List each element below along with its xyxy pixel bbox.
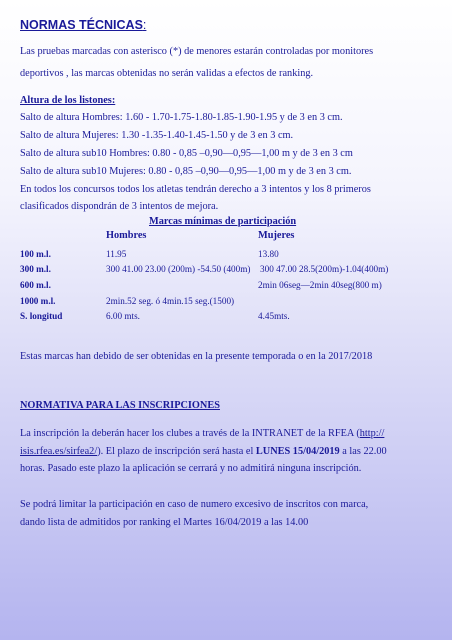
season-note: Estas marcas han debido de ser obtenidas en la presente temporada o en la 2017/2018 [20, 351, 373, 362]
marks-men-value: 11.95 [106, 249, 127, 259]
height-line-4: Salto de altura sub10 Mujeres: 0.80 - 0,85 –0,90—0,95—1,00 m y de 3 en 3 cm. [20, 166, 352, 177]
marks-title: Marcas mínimas de participación [149, 216, 297, 227]
marks-women-value: 13.80 [258, 249, 279, 259]
limit-line-1: Se podrá limitar la participación en caso de numero excesivo de inscritos con marca, [20, 499, 369, 510]
intranet-link-part-1[interactable]: http:// [359, 428, 385, 439]
registration-line-3: horas. Pasado este plazo la aplicación se cerrará y no admitirá ninguna inscripción. [20, 463, 362, 474]
registration-line-1: La inscripción la deberán hacer los clubes a través de la INTRANET de la RFEA (http:// [20, 428, 385, 439]
intro-line-1: Las pruebas marcadas con asterisco (*) de menores estarán controladas por monitores [20, 46, 374, 57]
technical-rules-heading: NORMAS TÉCNICAS: [20, 18, 147, 32]
marks-men-value: 6.00 mts. [106, 311, 140, 321]
marks-event: S. longitud [20, 311, 63, 321]
marks-col-women: Mujeres [258, 230, 295, 241]
marks-event: 600 m.l. [20, 280, 51, 290]
contests-line-1: En todos los concursos todos los atletas tendrán derecho a 3 intentos y los 8 primeros [20, 184, 371, 195]
intranet-link-part-2[interactable]: isis.rfea.es/sirfea2/ [20, 446, 98, 457]
contests-line-2: clasificados dispondrán de 3 intentos de mejora. [20, 201, 219, 212]
registration-line-2: isis.rfea.es/sirfea2/). El plazo de inscripción será hasta el LUNES 15/04/2019 a las 22.00 [20, 446, 387, 457]
marks-women-value: 2min 06seg—2min 40seg(800 m) [258, 280, 382, 290]
marks-men-value: 2min.52 seg. ó 4min.15 seg.(1500) [106, 296, 235, 306]
marks-women-value: 300 47.00 28.5(200m)-1.04(400m) [260, 264, 389, 274]
marks-event: 300 m.l. [20, 264, 51, 274]
height-line-1: Salto de altura Hombres: 1.60 - 1.70-1.75-1.80-1.85-1.90-1.95 y de 3 en 3 cm. [20, 112, 343, 123]
limit-line-2: dando lista de admitidos por ranking el Martes 16/04/2019 a las 14.00 [20, 517, 309, 528]
marks-event: 1000 m.l. [20, 296, 56, 306]
marks-women-value: 4.45mts. [258, 311, 290, 321]
registration-heading: NORMATIVA PARA LAS INSCRIPCIONES [20, 400, 220, 411]
heights-title: Altura de los listones: [20, 95, 116, 106]
intro-line-2: deportivos , las marcas obtenidas no serán validas a efectos de ranking. [20, 68, 314, 79]
marks-men-value: 300 41.00 23.00 (200m) -54.50 (400m) [106, 264, 251, 274]
marks-event: 100 m.l. [20, 249, 51, 259]
deadline-date: LUNES 15/04/2019 [255, 446, 340, 457]
marks-col-men: Hombres [106, 230, 147, 241]
height-line-3: Salto de altura sub10 Hombres: 0.80 - 0,85 –0,90—0,95—1,00 m y de 3 en 3 cm [20, 148, 353, 159]
height-line-2: Salto de altura Mujeres: 1.30 -1.35-1.40-1.45-1.50 y de 3 en 3 cm. [20, 130, 294, 141]
